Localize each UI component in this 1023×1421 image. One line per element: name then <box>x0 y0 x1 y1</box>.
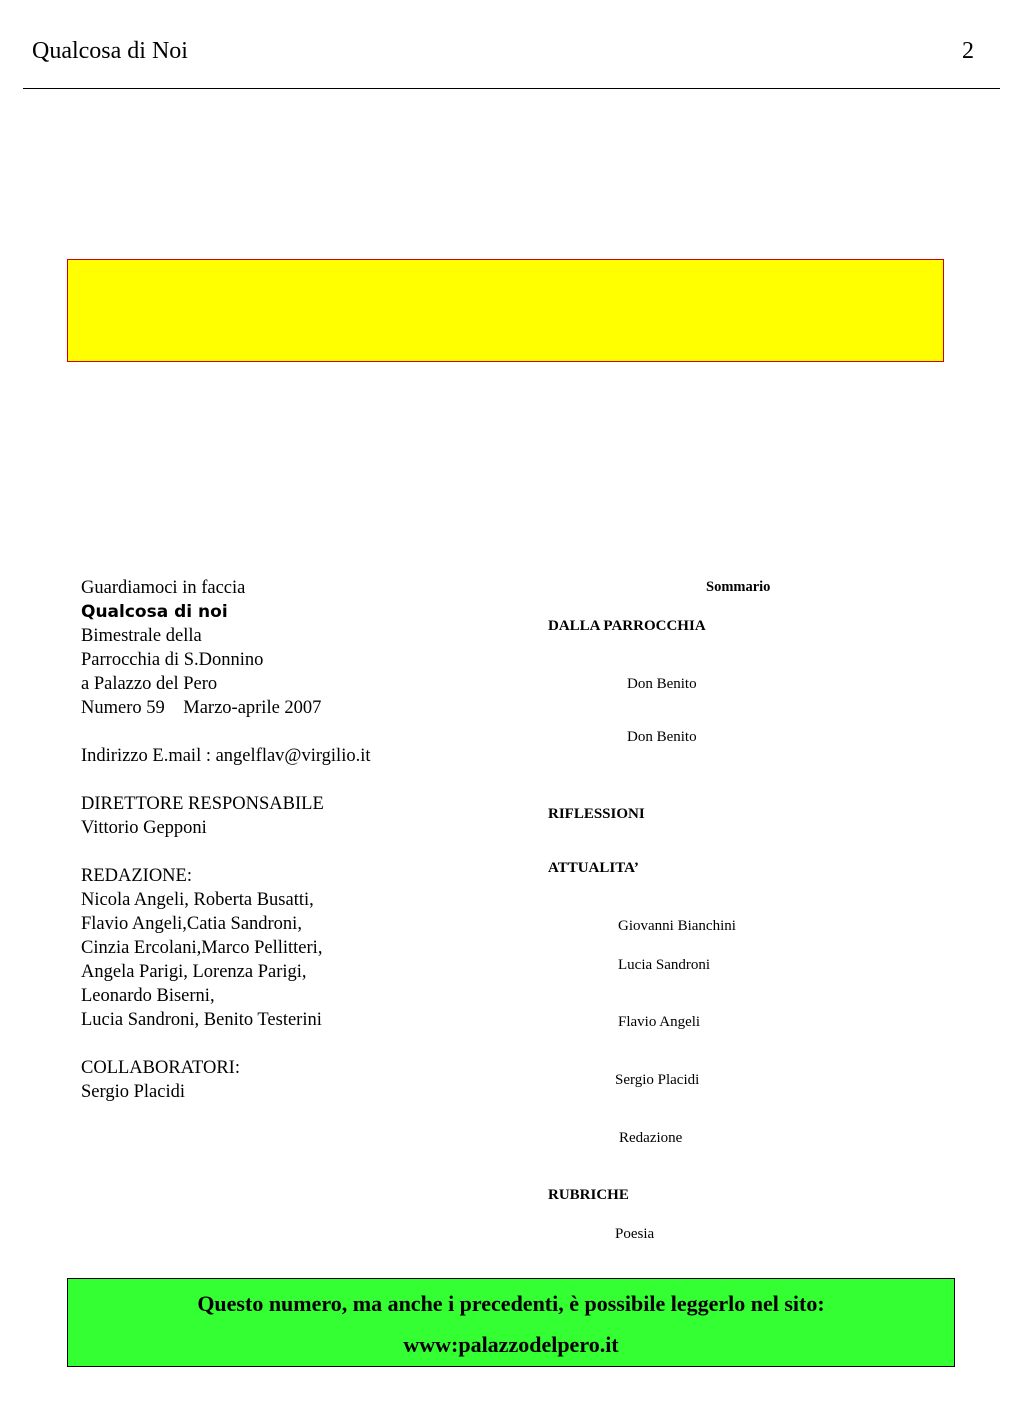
website-banner <box>67 1278 955 1367</box>
toc-title: Sommario <box>706 579 771 595</box>
masthead-line: Bimestrale della <box>81 626 202 646</box>
editorial-line: Cinzia Ercolani,Marco Pellitteri, <box>81 938 323 958</box>
toc-entry-author: Lucia Sandroni <box>618 957 711 973</box>
website-banner-text: Questo numero, ma anche i precedenti, è possibile leggerlo nel sito: <box>197 1291 825 1316</box>
toc-entry-author: Sergio Placidi <box>615 1072 700 1088</box>
website-url[interactable]: www:palazzodelpero.it <box>403 1332 619 1357</box>
editorial-line: Nicola Angeli, Roberta Busatti, <box>81 890 314 910</box>
editorial-line: Lucia Sandroni, Benito Testerini <box>81 1010 322 1030</box>
header-title: Qualcosa di Noi <box>32 38 188 64</box>
email-address: Indirizzo E.mail : angelflav@virgilio.it <box>81 746 371 766</box>
page-number: 2 <box>962 38 974 64</box>
toc-entry-author: Redazione <box>619 1130 683 1146</box>
collaborators-name: Sergio Placidi <box>81 1082 185 1102</box>
toc-section-riflessioni: RIFLESSIONI <box>548 806 645 822</box>
yellow-banner <box>67 259 944 362</box>
masthead-subtitle: Guardiamoci in faccia <box>81 578 246 598</box>
director-name: Vittorio Gepponi <box>81 818 207 838</box>
header-divider <box>23 88 1000 89</box>
editorial-label: REDAZIONE: <box>81 866 192 886</box>
issue-number: Numero 59 Marzo-aprile 2007 <box>81 698 322 718</box>
toc-entry-author: Don Benito <box>627 676 697 692</box>
toc-entry-author: Don Benito <box>627 729 697 745</box>
masthead-line: a Palazzo del Pero <box>81 674 218 694</box>
magazine-name: Qualcosa di noi <box>81 602 228 622</box>
toc-entry-author: Flavio Angeli <box>618 1014 701 1030</box>
director-label: DIRETTORE RESPONSABILE <box>81 794 324 814</box>
toc-entry-title: Poesia <box>615 1226 655 1242</box>
toc-section-parrocchia: DALLA PARROCCHIA <box>548 618 706 634</box>
toc-section-rubriche: RUBRICHE <box>548 1187 629 1203</box>
collaborators-label: COLLABORATORI: <box>81 1058 240 1078</box>
toc-section-attualita: ATTUALITA’ <box>548 860 639 876</box>
masthead-line: Parrocchia di S.Donnino <box>81 650 264 670</box>
editorial-line: Flavio Angeli,Catia Sandroni, <box>81 914 302 934</box>
editorial-line: Leonardo Biserni, <box>81 986 215 1006</box>
editorial-line: Angela Parigi, Lorenza Parigi, <box>81 962 307 982</box>
toc-entry-author: Giovanni Bianchini <box>618 918 736 934</box>
masthead <box>81 576 371 1104</box>
